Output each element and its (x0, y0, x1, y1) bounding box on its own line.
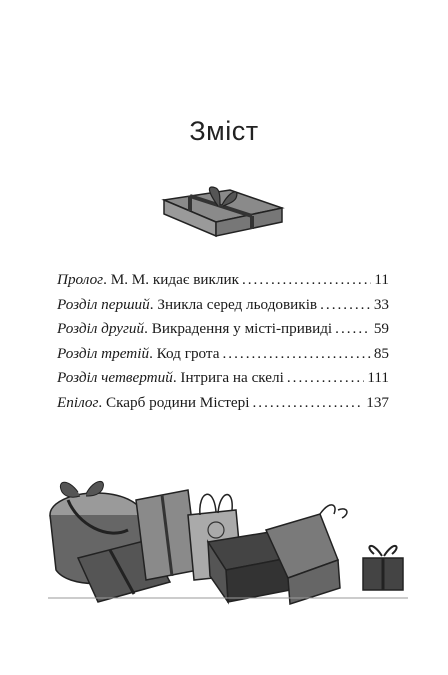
toc-entry[interactable]: Пролог . М. М. кидає виклик ..... 11 (57, 268, 389, 293)
toc-entry-title: Код грота (156, 344, 220, 362)
gift-box-illustration (160, 178, 285, 238)
toc-entry-page: 11 (374, 271, 389, 288)
toc-entry-page: 85 (373, 344, 389, 362)
toc-entry-label: Розділ четвертий (57, 369, 173, 386)
toc-entry-page: 137 (366, 393, 389, 411)
toc-entry-title: Інтрига на скелі (180, 369, 284, 386)
toc-entry[interactable]: Розділ перший . Зникла серед льодовиків ..... 33 (57, 293, 389, 318)
toc-entry-title: Викрадення у місті-привиді (151, 320, 333, 337)
toc-entry-label: Розділ третій (57, 344, 150, 362)
toc-entry[interactable]: Розділ третій . Код грота ..... 85 (57, 342, 389, 367)
toc-entry-title: Зникла серед льодовиків (157, 295, 318, 313)
toc-entry-label: Епілог (57, 393, 99, 411)
gift-pile-illustration (38, 470, 418, 610)
toc-entry[interactable]: Епілог . Скарб родини Містері ..... 137 (57, 391, 389, 416)
toc-entry-label: Розділ перший (57, 295, 150, 313)
toc-entry-label: Розділ другий (57, 320, 145, 337)
table-of-contents (57, 268, 389, 415)
toc-entry[interactable]: Розділ четвертий . Інтрига на скелі ..... 111 (57, 366, 389, 391)
dot-leader (223, 342, 371, 367)
toc-entry[interactable]: Розділ другий . Викрадення у місті-привиді ..... 59 (57, 317, 389, 342)
page-title: Зміст (189, 116, 259, 146)
toc-entry-label: Пролог (57, 271, 104, 288)
dot-leader (287, 366, 364, 391)
dot-leader (335, 317, 371, 342)
toc-entry-title: М. М. кидає виклик (110, 271, 239, 288)
toc-entry-page: 59 (373, 320, 389, 337)
dot-leader (320, 293, 371, 318)
dot-leader (242, 268, 371, 293)
small-gift-box-drawing (363, 546, 403, 590)
toc-entry-page: 111 (367, 369, 389, 386)
toc-entry-title: Скарб родини Містері (106, 393, 250, 411)
toc-entry-page: 33 (373, 295, 389, 313)
dot-leader (252, 391, 363, 416)
